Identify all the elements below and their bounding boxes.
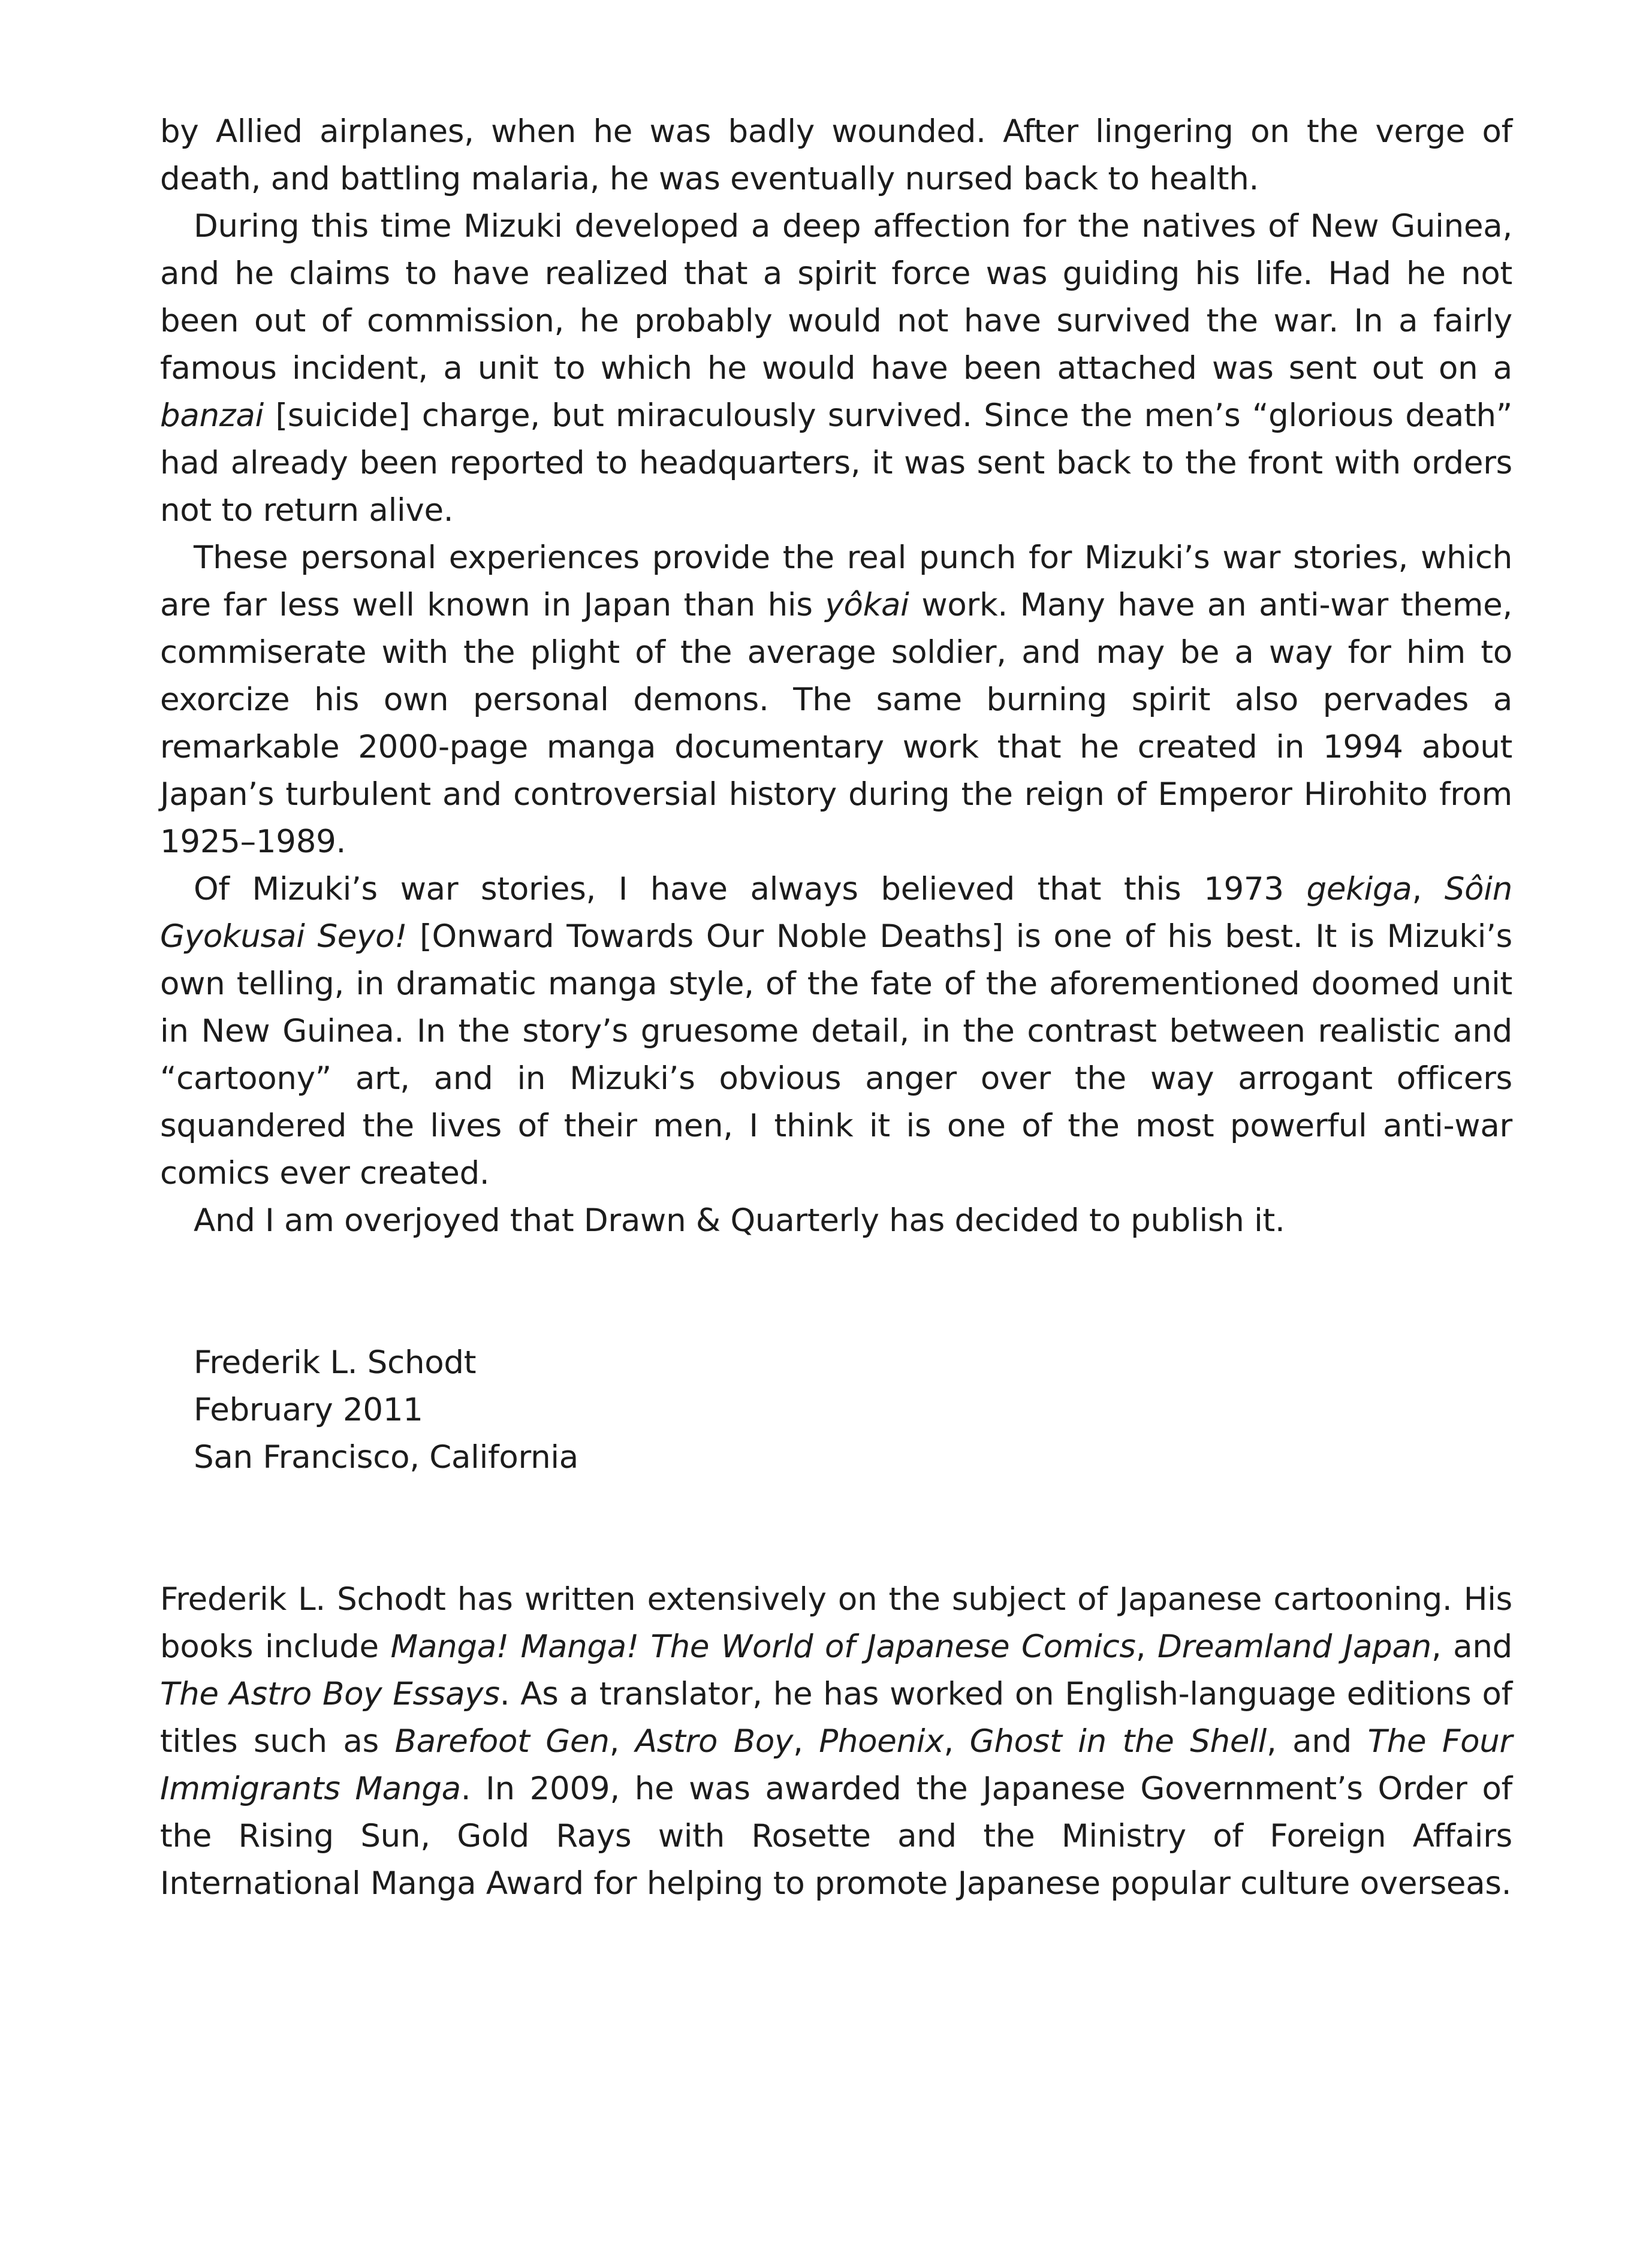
paragraph-2 — [160, 203, 1512, 534]
bio-text-a: Frederik L. Schodt has written extensively on the subject of Japanese cartooning. His books include — [160, 1581, 1512, 1665]
paragraph-5-text: And I am overjoyed that Drawn & Quarterly has decided to publish it. — [194, 1202, 1285, 1239]
term-gekiga: gekiga — [1306, 871, 1412, 907]
paragraph-4-text-a: Of Mizuki’s war stories, I have always believed that this 1973 — [194, 871, 1307, 907]
paragraph-1 — [160, 108, 1512, 203]
paragraph-3-text-b: work. Many have an anti-war theme, commiserate with the plight of the average soldier, and may be a way for him to exorcize his own personal demons. The same burning spirit also pervades a remarkable 2000-page manga documentary work that he created in 1994 about Japan’s turbulent and controversial history during the reign of Emperor Hirohito from 1925–1989. — [160, 587, 1513, 860]
bio-text-e: , — [609, 1723, 635, 1760]
signature-block — [160, 1339, 1512, 1481]
paragraph-2-text-a: During this time Mizuki developed a deep affection for the natives of New Guinea, and he claims to have realized that a spirit force was guiding his life. Had he not been out of commission, he probably would not have survived the war. In a fairly famous incident, a unit to which he would have been attached was sent out on a — [160, 208, 1512, 387]
paragraph-3 — [160, 534, 1512, 865]
signature-name: Frederik L. Schodt — [194, 1344, 477, 1381]
paragraph-4-text-b: , — [1412, 871, 1445, 907]
signature-date: February 2011 — [194, 1392, 423, 1428]
bio-text-d: . As a translator, he has worked on English-language editions of titles such as — [160, 1676, 1512, 1760]
bio-text-g: , — [943, 1723, 970, 1760]
bio-text-i: . In 2009, he was awarded the Japanese Government’s Order of the Rising Sun, Gold Rays with Rosette and the Ministry of Foreign Affairs International Manga Award for helping to promote Japanese popular culture overseas. — [160, 1771, 1512, 1902]
title-phoenix: Phoenix — [819, 1723, 944, 1760]
title-dreamland-japan: Dreamland Japan — [1157, 1628, 1431, 1665]
term-yokai: yôkai — [825, 587, 909, 623]
paragraph-1-text: by Allied airplanes, when he was badly wounded. After lingering on the verge of death, and battling malaria, he was eventually nursed back to health. — [160, 113, 1512, 197]
title-soin-gyokusai-seyo: Sôin Gyokusai Seyo! — [160, 871, 1512, 955]
title-astro-boy-essays: The Astro Boy Essays — [160, 1676, 500, 1712]
bio-text-h: , and — [1267, 1723, 1368, 1760]
title-ghost-in-the-shell: Ghost in the Shell — [969, 1723, 1267, 1760]
author-bio — [160, 1576, 1512, 1907]
paragraph-4 — [160, 865, 1512, 1197]
bio-text-f: , — [793, 1723, 819, 1760]
title-barefoot-gen: Barefoot Gen — [394, 1723, 610, 1760]
title-astro-boy: Astro Boy — [635, 1723, 794, 1760]
paragraph-5 — [160, 1197, 1512, 1244]
title-four-immigrants-manga: The Four Immigrants Manga — [160, 1723, 1512, 1807]
term-banzai: banzai — [160, 397, 264, 434]
paragraph-2-text-b: [suicide] charge, but miraculously survived. Since the men’s “glorious death” had already been reported to headquarters, it was sent back to the front with orders not to return alive. — [160, 397, 1512, 529]
bio-text-c: , and — [1431, 1628, 1512, 1665]
bio-text-b: , — [1135, 1628, 1157, 1665]
paragraph-4-text-c: [Onward Towards Our Noble Deaths] is one of his best. It is Mizuki’s own telling, in dramatic manga style, of the fate of the aforementioned doomed unit in New Guinea. In the story’s gruesome detail, in the contrast between realistic and “cartoony” art, and in Mizuki’s obvious anger over the way arrogant officers squandered the lives of their men, I think it is one of the most powerful anti-war comics ever created. — [160, 918, 1512, 1192]
document-page — [160, 108, 1512, 1907]
title-manga-manga: Manga! Manga! The World of Japanese Comics — [390, 1628, 1136, 1665]
signature-place: San Francisco, California — [194, 1439, 578, 1476]
paragraph-3-text-a: These personal experiences provide the real punch for Mizuki’s war stories, which are far less well known in Japan than his — [160, 539, 1512, 623]
